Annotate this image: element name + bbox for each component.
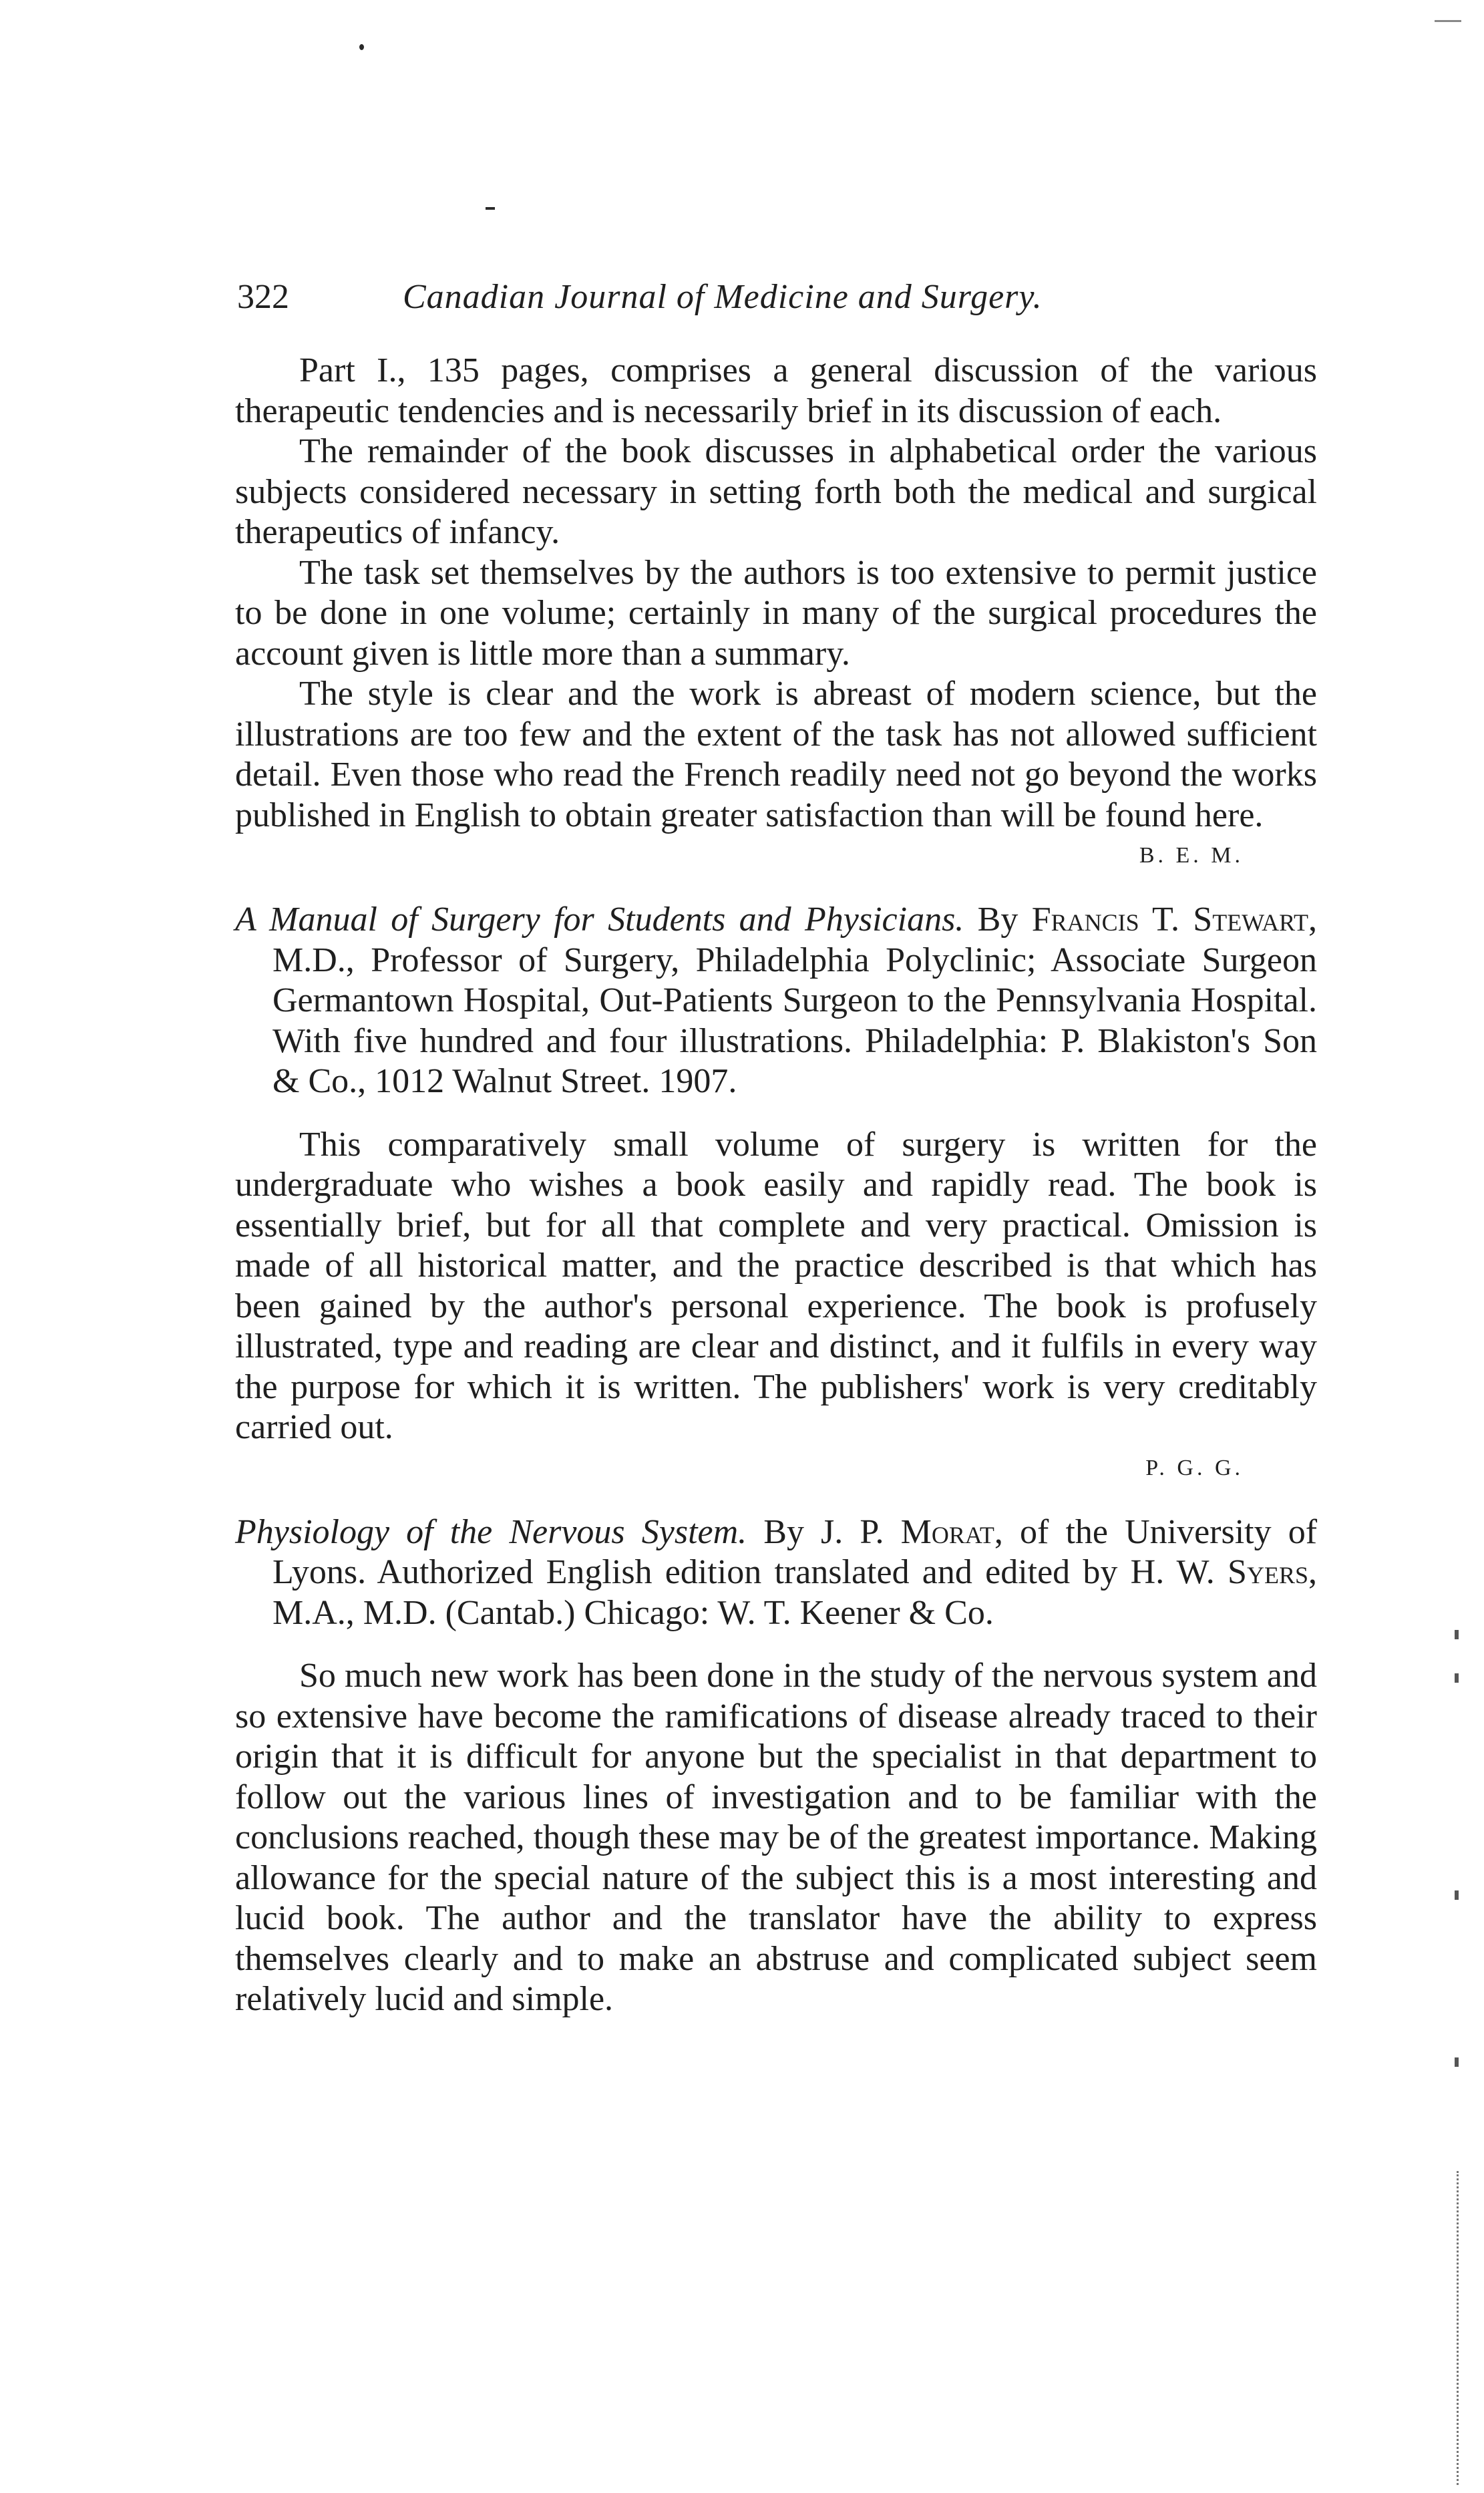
scan-speck (1435, 20, 1461, 22)
citation-by: By J. P. (763, 1512, 884, 1551)
editor-name: Syers (1228, 1553, 1308, 1591)
book-citation (235, 1512, 1317, 1634)
author-name: Morat (900, 1512, 994, 1551)
running-title: Canadian Journal of Medicine and Surgery. (403, 278, 1043, 316)
body-paragraph: So much new work has been done in the study of the nervous system and so extensive have become the ramifications of disease already traced to their origin that it is difficult for anyone but the specialist in that department to follow out the various lines of investigation and to be familiar with the conclusions reached, though these may be of the greatest importance. Making allowance for the special nature of the subject this is a most interesting and lucid book. The author and the translator have the ability to express themselves clearly and to make an abstruse and complicated subject seem relatively lucid and simple. (235, 1657, 1317, 2018)
reviewer-initials: B. E. M. (1139, 843, 1244, 868)
reviewer-initials: P. G. G. (1145, 1455, 1244, 1480)
book-citation (235, 900, 1317, 1102)
running-header (237, 274, 1205, 321)
body-paragraph: The style is clear and the work is abreast of modern science, but the illustrations are too few and the extent of the task has not allowed sufficient detail. Even those who read the French readily need not go beyond the works published in English to obtain greater satisfaction than will be found here. (235, 675, 1317, 834)
body-paragraph: This comparatively small volume of surgery is written for the undergraduate who wishes a book easily and rapidly read. The book is essentially brief, but for all that complete and very practical. Omission is made of all historical matter, and the practice described is that which has been gained by the author's personal experience. The book is profusely illustrated, type and reading are clear and distinct, and it fulfils in every way the purpose for which it is written. The publishers' work is very creditably carried out. (235, 1125, 1317, 1446)
author-name: Francis T. Stewart (1031, 900, 1309, 939)
scan-speck (1455, 1673, 1459, 1683)
binding-edge-line (1457, 2171, 1459, 2485)
scan-speck (1455, 1890, 1459, 1900)
book-title: A Manual of Surgery for Students and Physicians. (235, 900, 964, 939)
scan-speck (359, 44, 364, 50)
scan-speck (1455, 2057, 1459, 2067)
page-body (235, 351, 1317, 2020)
page-number: 322 (237, 278, 289, 316)
scan-speck (1455, 1630, 1459, 1639)
book-title: Physiology of the Nervous System. (235, 1512, 747, 1551)
body-paragraph: The remainder of the book discusses in alphabetical order the various subjects considered necessary in setting forth both the medical and surgical therapeutics of infancy. (235, 432, 1317, 551)
citation-details: , of the University of Lyons. Authorized English edition translated and edited by H. W. (272, 1512, 1318, 1591)
citation-by: By (977, 900, 1018, 939)
scan-speck (486, 207, 495, 210)
citation-details: , M.A., M.D. (Cantab.) Chicago: W. T. Keener & Co. (272, 1553, 1317, 1632)
body-paragraph: The task set themselves by the authors is too extensive to permit justice to be done in one volume; certainly in many of the surgical procedures the account given is little more than a summary. (235, 553, 1317, 673)
body-paragraph: Part I., 135 pages, comprises a general discussion of the various therapeutic tendencies and is necessarily brief in its discussion of each. (235, 351, 1317, 430)
citation-details: , M.D., Professor of Surgery, Philadelphia Polyclinic; Associate Surgeon Germantown Hospital, Out-Patients Surgeon to the Pennsylvania Hospital. With five hundred and four illustrations. Philadelphia: P. Blakiston's Son & Co., 1012 Walnut Street. 1907. (272, 900, 1318, 1100)
